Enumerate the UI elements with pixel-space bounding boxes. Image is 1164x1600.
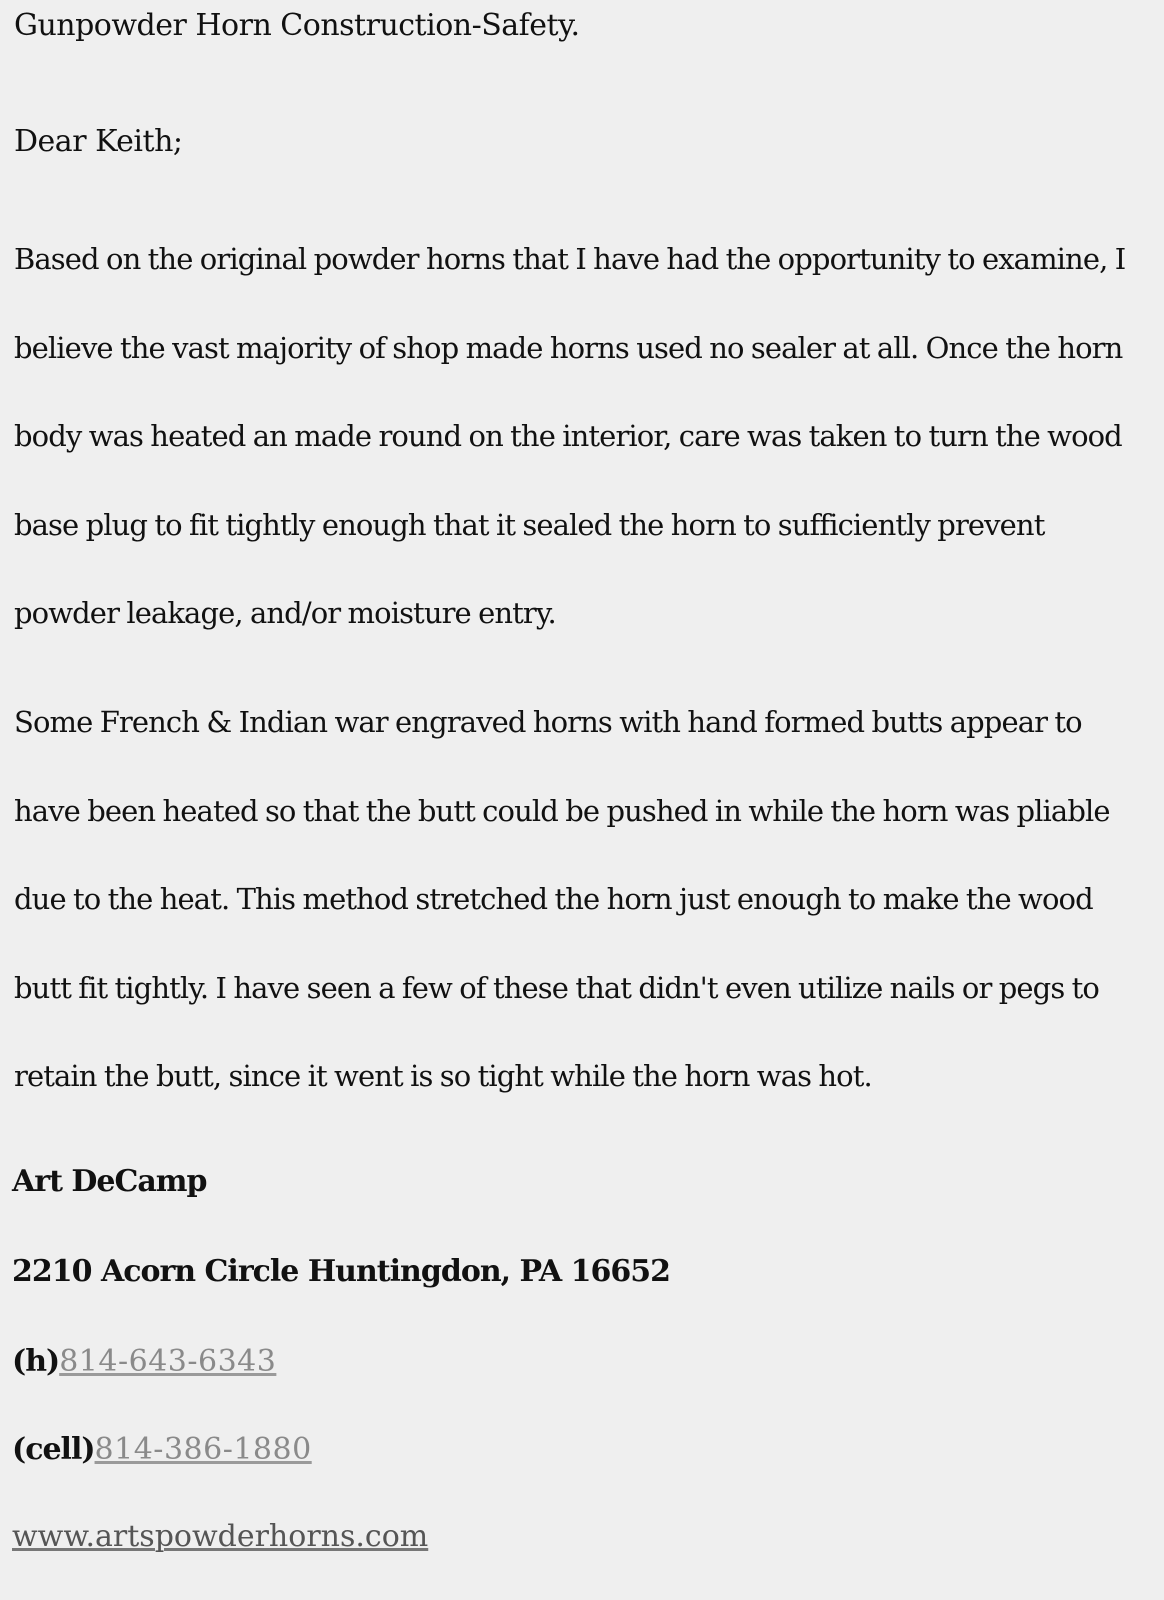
letter-title: Gunpowder Horn Construction-Safety.	[14, 8, 580, 43]
home-phone-link[interactable]: 814-643-6343	[59, 1344, 277, 1379]
signature-name: Art DeCamp	[12, 1164, 207, 1199]
signature-home-phone-line	[12, 1340, 276, 1384]
letter-greeting: Dear Keith;	[14, 124, 183, 159]
website-link[interactable]: www.artspowderhorns.com	[12, 1519, 429, 1554]
home-phone-label: (h)	[12, 1344, 60, 1379]
signature-address: 2210 Acorn Circle Huntingdon, PA 16652	[12, 1254, 670, 1289]
signature-cell-phone-line	[12, 1428, 312, 1472]
cell-phone-label: (cell)	[12, 1432, 95, 1467]
letter-paragraph: Based on the original powder horns that I have had the opportunity to examine, I believe the vast majority of shop made horns used no sealer at all. Once the horn body was heated an made round on the interior, care was taken to turn the wood base plug to fit tightly enough that it sealed the horn to sufficiently prevent powder leakage, and/or moisture entry.	[14, 242, 1126, 630]
letter-paragraph: Some French & Indian war engraved horns with hand formed butts appear to have been heated so that the butt could be pushed in while the horn was pliable due to the heat. This method stretched the horn just enough to make the wood butt fit tightly. I have seen a few of these that didn't even utilize nails or pegs to retain the butt, since it went is so tight while the horn was hot.	[14, 705, 1110, 1093]
cell-phone-link[interactable]: 814-386-1880	[94, 1432, 312, 1467]
signature-website-line	[12, 1515, 428, 1559]
